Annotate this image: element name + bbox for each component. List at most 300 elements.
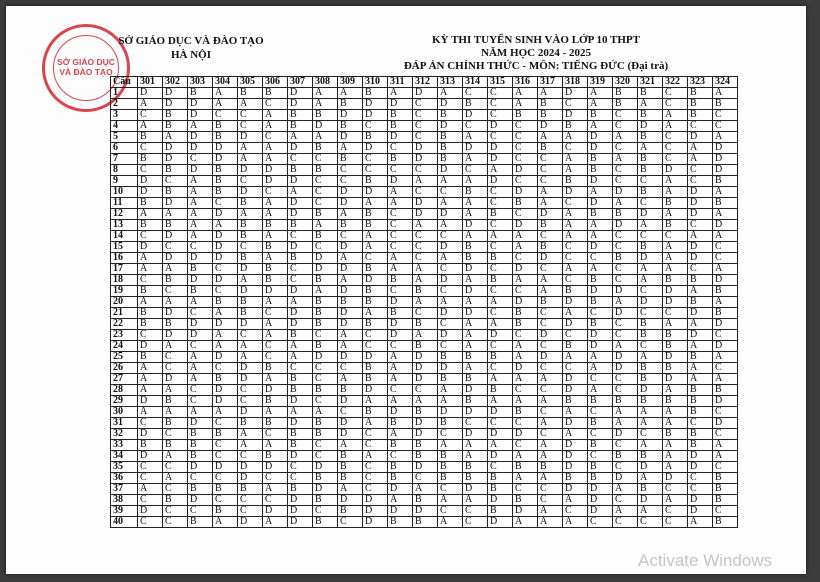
answer-cell: B [463,99,488,110]
answer-cell: A [713,88,738,99]
answer-cell: D [313,253,338,264]
answer-cell: A [263,319,288,330]
answer-cell: A [338,341,363,352]
answer-cell: C [663,143,688,154]
answer-cell: D [563,187,588,198]
answer-cell: D [688,451,713,462]
answer-cell: A [163,209,188,220]
answer-cell: A [438,385,463,396]
answer-cell: D [438,275,463,286]
answer-cell: D [263,176,288,187]
answer-cell: A [138,363,163,374]
column-header-code: 322 [663,77,688,88]
answer-cell: D [563,451,588,462]
answer-cell: B [363,132,388,143]
answer-cell: B [638,374,663,385]
column-header-code: 316 [513,77,538,88]
answer-cell: B [288,121,313,132]
answer-cell: D [313,264,338,275]
answer-cell: D [163,143,188,154]
answer-cell: B [513,319,538,330]
answer-cell: D [163,198,188,209]
answer-cell: B [263,275,288,286]
answer-cell: C [663,484,688,495]
answer-cell: A [663,264,688,275]
answer-cell: B [188,429,213,440]
answer-cell: A [663,319,688,330]
answer-cell: C [313,363,338,374]
answer-cell: C [563,198,588,209]
answer-cell: D [363,275,388,286]
answer-cell: C [638,286,663,297]
answer-cell: C [638,341,663,352]
answer-cell: A [438,253,463,264]
answer-cell: B [438,132,463,143]
answer-cell: C [538,363,563,374]
answer-cell: C [263,187,288,198]
answer-cell: D [413,143,438,154]
answer-cell: D [138,242,163,253]
answer-cell: B [488,209,513,220]
answer-cell: D [413,418,438,429]
answer-cell: B [363,374,388,385]
answer-cell: B [263,264,288,275]
answer-cell: C [688,220,713,231]
answer-cell: A [188,187,213,198]
answer-cell: B [688,385,713,396]
table-row [111,198,738,209]
answer-cell: C [513,121,538,132]
answer-cell: D [263,385,288,396]
answer-cell: C [588,253,613,264]
table-body [111,88,738,528]
answer-cell: C [638,198,663,209]
answer-cell: A [563,220,588,231]
answer-cell: D [588,330,613,341]
answer-cell: D [463,286,488,297]
answer-cell: B [713,484,738,495]
answer-cell: B [313,517,338,528]
answer-cell: C [538,308,563,319]
answer-cell: D [713,220,738,231]
answer-cell: A [463,451,488,462]
answer-cell: D [688,187,713,198]
answer-cell: A [438,220,463,231]
answer-cell: A [563,231,588,242]
column-header-code: 303 [188,77,213,88]
answer-cell: B [488,473,513,484]
answer-cell: D [238,517,263,528]
answer-cell: B [463,462,488,473]
table-row [111,297,738,308]
answer-cell: B [188,484,213,495]
answer-cell: C [163,517,188,528]
answer-cell: B [588,462,613,473]
answer-cell: A [588,88,613,99]
answer-cell: B [263,88,288,99]
answer-cell: A [363,231,388,242]
answer-cell: A [263,231,288,242]
answer-cell: B [338,220,363,231]
answer-cell: D [563,462,588,473]
answer-cell: D [338,429,363,440]
answer-cell: A [263,374,288,385]
answer-cell: B [213,187,238,198]
answer-cell: B [263,418,288,429]
answer-cell: A [363,396,388,407]
answer-cell: D [563,418,588,429]
answer-cell: C [663,506,688,517]
answer-cell: D [638,462,663,473]
answer-cell: D [413,462,438,473]
answer-cell: C [613,275,638,286]
answer-cell: B [388,121,413,132]
answer-cell: C [313,154,338,165]
answer-cell: A [263,253,288,264]
answer-cell: D [638,121,663,132]
answer-cell: A [588,231,613,242]
answer-cell: D [688,209,713,220]
answer-cell: B [438,451,463,462]
answer-cell: B [363,264,388,275]
answer-sheet-page [6,6,806,574]
answer-cell: C [688,264,713,275]
answer-cell: A [713,297,738,308]
answer-cell: B [663,396,688,407]
answer-cell: C [463,506,488,517]
answer-cell: B [213,132,238,143]
answer-cell: A [713,264,738,275]
answer-cell: B [638,165,663,176]
answer-cell: A [438,396,463,407]
answer-cell: A [413,176,438,187]
answer-cell: C [488,220,513,231]
answer-cell: A [588,187,613,198]
answer-cell: A [313,286,338,297]
answer-cell: B [688,396,713,407]
answer-cell: C [188,385,213,396]
answer-cell: B [363,297,388,308]
table-row [111,253,738,264]
answer-cell: A [588,363,613,374]
answer-cell: A [413,484,438,495]
answer-cell: A [538,198,563,209]
answer-cell: D [238,165,263,176]
answer-cell: D [488,176,513,187]
answer-cell: B [588,440,613,451]
answer-cell: C [613,319,638,330]
answer-cell: B [663,341,688,352]
answer-cell: C [638,308,663,319]
answer-cell: A [213,330,238,341]
answer-cell: D [313,484,338,495]
answer-cell: C [288,275,313,286]
answer-cell: D [188,319,213,330]
answer-cell: C [413,110,438,121]
answer-cell: C [613,121,638,132]
answer-cell: C [313,242,338,253]
answer-cell: B [213,506,238,517]
answer-cell: D [688,242,713,253]
answer-cell: A [163,264,188,275]
question-number-cell: 24 [111,341,138,352]
answer-cell: B [538,220,563,231]
answer-cell: D [288,495,313,506]
answer-cell: C [163,462,188,473]
answer-cell: C [488,242,513,253]
answer-cell: A [138,407,163,418]
answer-cell: B [363,319,388,330]
answer-cell: C [488,462,513,473]
answer-cell: D [613,187,638,198]
answer-cell: B [388,308,413,319]
question-number-cell: 28 [111,385,138,396]
answer-cell: C [163,286,188,297]
answer-cell: B [638,330,663,341]
answer-cell: A [588,385,613,396]
answer-cell: A [613,341,638,352]
answer-cell: B [163,220,188,231]
answer-cell: B [688,110,713,121]
answer-cell: B [163,440,188,451]
answer-cell: C [613,143,638,154]
answer-cell: C [263,473,288,484]
answer-cell: B [413,495,438,506]
answer-cell: B [663,275,688,286]
table-row [111,495,738,506]
answer-cell: B [388,154,413,165]
answer-cell: D [663,374,688,385]
answer-cell: B [488,484,513,495]
answer-cell: A [638,264,663,275]
answer-cell: C [213,110,238,121]
answer-cell: B [638,88,663,99]
answer-cell: B [588,165,613,176]
answer-cell: A [538,418,563,429]
answer-cell: A [513,517,538,528]
answer-cell: A [338,88,363,99]
answer-cell: C [713,407,738,418]
answer-cell: A [663,253,688,264]
answer-cell: C [663,308,688,319]
answer-cell: D [413,506,438,517]
answer-cell: B [488,275,513,286]
answer-cell: A [463,363,488,374]
answer-cell: C [238,121,263,132]
answer-cell: A [663,407,688,418]
answer-cell: C [138,330,163,341]
answer-cell: B [663,198,688,209]
answer-cell: A [413,275,438,286]
column-header-code: 309 [338,77,363,88]
answer-cell: B [413,407,438,418]
answer-cell: A [388,495,413,506]
answer-cell: B [188,440,213,451]
answer-cell: D [338,187,363,198]
answer-cell: B [238,308,263,319]
answer-cell: A [588,352,613,363]
answer-cell: C [438,506,463,517]
column-header-code: 318 [563,77,588,88]
answer-cell: B [188,264,213,275]
answer-cell: B [288,253,313,264]
answer-cell: C [238,451,263,462]
answer-cell: C [713,330,738,341]
table-row [111,308,738,319]
answer-cell: B [363,407,388,418]
question-number-cell: 6 [111,143,138,154]
answer-cell: D [663,286,688,297]
answer-cell: B [388,275,413,286]
answer-cell: D [238,462,263,473]
answer-cell: D [613,473,638,484]
answer-cell: C [613,264,638,275]
answer-cell: A [263,198,288,209]
answer-cell: D [513,297,538,308]
answer-cell: C [313,374,338,385]
answer-cell: A [463,176,488,187]
answer-cell: A [463,440,488,451]
answer-cell: B [563,176,588,187]
answer-cell: D [263,165,288,176]
answer-cell: D [338,286,363,297]
answer-cell: A [538,396,563,407]
answer-cell: A [363,242,388,253]
answer-cell: B [138,319,163,330]
answer-cell: C [663,517,688,528]
answer-cell: B [138,286,163,297]
answer-cell: D [188,418,213,429]
answer-cell: D [438,407,463,418]
answer-cell: D [363,385,388,396]
answer-cell: C [638,429,663,440]
answer-cell: A [563,308,588,319]
answer-cell: A [338,374,363,385]
answer-cell: A [288,341,313,352]
answer-cell: A [463,132,488,143]
answer-cell: C [613,165,638,176]
answer-cell: A [213,517,238,528]
answer-cell: B [288,374,313,385]
answer-cell: C [338,165,363,176]
answer-cell: B [388,440,413,451]
answer-cell: B [388,473,413,484]
answer-cell: C [163,429,188,440]
answer-cell: C [288,462,313,473]
answer-cell: C [638,176,663,187]
answer-cell: C [613,176,638,187]
column-header-code: 311 [388,77,413,88]
answer-cell: D [188,165,213,176]
answer-cell: B [313,418,338,429]
answer-cell: D [163,99,188,110]
answer-cell: B [588,275,613,286]
answer-cell: A [538,506,563,517]
answer-cell: C [438,264,463,275]
answer-cell: C [688,473,713,484]
answer-cell: C [513,176,538,187]
answer-cell: C [163,363,188,374]
exam-header [386,34,686,73]
answer-cell: A [463,275,488,286]
answer-cell: D [338,198,363,209]
answer-cell: C [663,231,688,242]
answer-cell: D [363,495,388,506]
answer-cell: B [138,220,163,231]
answer-cell: D [338,242,363,253]
answer-cell: C [388,220,413,231]
answer-cell: B [663,330,688,341]
answer-cell: B [413,517,438,528]
column-header-code: 304 [213,77,238,88]
answer-cell: A [688,143,713,154]
answer-cell: A [663,187,688,198]
answer-cell: C [513,132,538,143]
answer-cell: C [513,385,538,396]
answer-cell: D [713,418,738,429]
answer-cell: D [513,363,538,374]
table-row [111,154,738,165]
answer-cell: A [538,451,563,462]
answer-cell: D [288,143,313,154]
column-header-code: 306 [263,77,288,88]
answer-cell: C [388,143,413,154]
column-header-code: 301 [138,77,163,88]
answer-cell: C [538,319,563,330]
answer-cell: A [238,275,263,286]
answer-cell: B [213,429,238,440]
question-number-cell: 29 [111,396,138,407]
answer-cell: A [713,231,738,242]
column-header-code: 310 [363,77,388,88]
answer-cell: A [263,330,288,341]
answer-cell: C [438,286,463,297]
answer-cell: A [288,132,313,143]
answer-cell: B [538,143,563,154]
answer-cell: B [638,484,663,495]
question-number-cell: 37 [111,484,138,495]
answer-cell: C [513,484,538,495]
answer-cell: D [513,264,538,275]
answer-cell: B [363,286,388,297]
answer-cell: D [213,143,238,154]
answer-cell: D [213,253,238,264]
answer-cell: C [363,440,388,451]
answer-cell: B [313,231,338,242]
answer-cell: C [488,341,513,352]
answer-cell: B [713,308,738,319]
answer-cell: D [713,154,738,165]
answer-cell: B [238,88,263,99]
answer-cell: A [563,264,588,275]
answer-cell: B [213,176,238,187]
answer-cell: B [138,198,163,209]
answer-cell: A [563,517,588,528]
answer-cell: D [438,363,463,374]
answer-cell: C [188,506,213,517]
answer-cell: C [713,110,738,121]
table-row [111,462,738,473]
answer-cell: B [538,242,563,253]
answer-cell: D [413,154,438,165]
answer-cell: C [313,440,338,451]
answer-cell: A [188,352,213,363]
answer-cell: D [288,176,313,187]
answer-cell: C [538,165,563,176]
answer-cell: D [263,286,288,297]
answer-cell: C [488,187,513,198]
answer-cell: D [513,429,538,440]
